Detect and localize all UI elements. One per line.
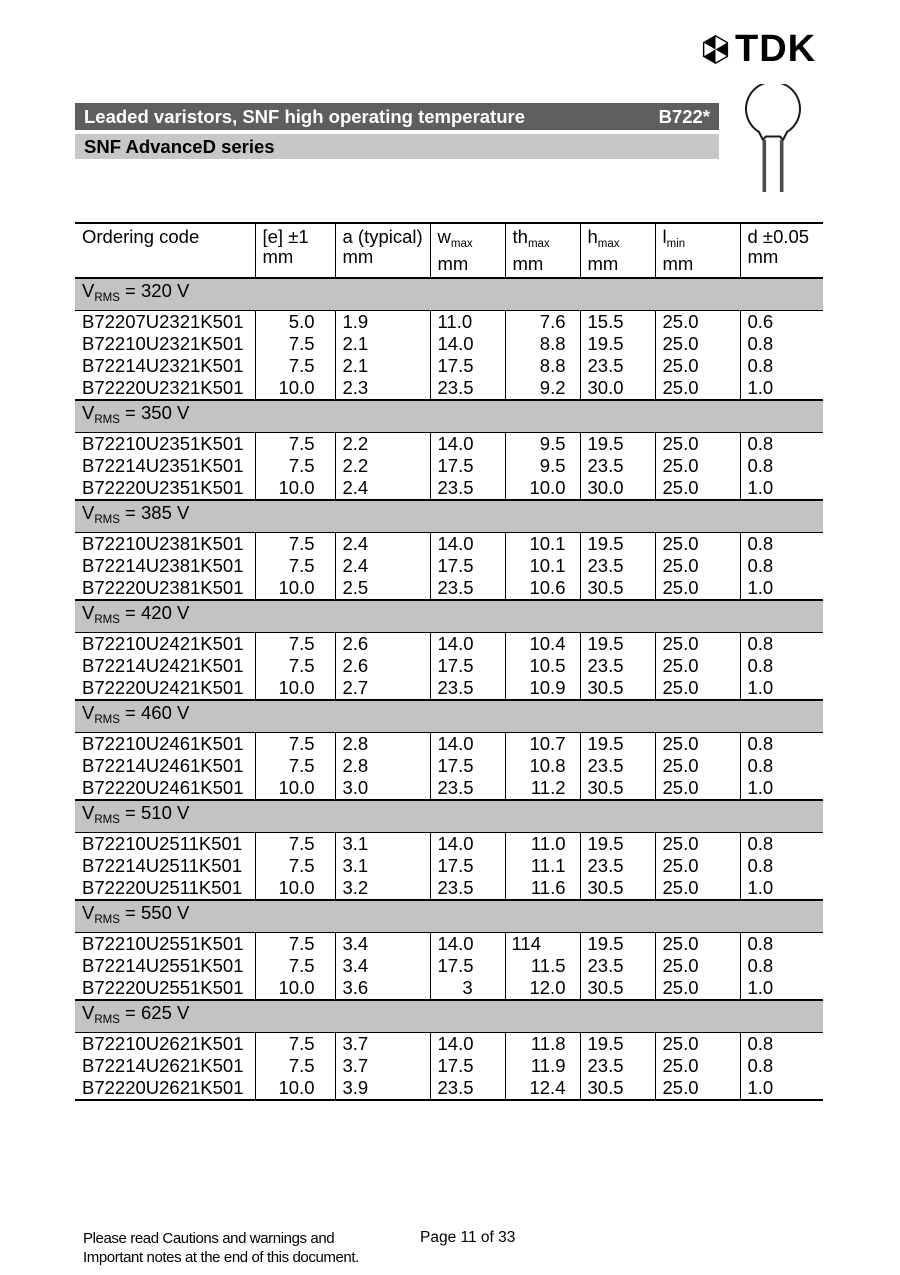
table-row [75, 377, 823, 400]
value-cell: 30.5 [580, 577, 655, 600]
table-row [75, 1055, 823, 1077]
value-cell: 7.5 [255, 333, 335, 355]
value-cell: 12.4 [505, 1077, 580, 1100]
value-cell: 23.5 [580, 355, 655, 377]
table-row [75, 677, 823, 700]
value-cell: 23.5 [430, 877, 505, 900]
ordering-code-cell: B72220U2351K501 [82, 477, 244, 498]
table-head [75, 223, 823, 278]
value-cell: 23.5 [580, 955, 655, 977]
table-row [75, 555, 823, 577]
value-cell: 17.5 [430, 855, 505, 877]
value-cell: 25.0 [655, 555, 740, 577]
table-row [75, 655, 823, 677]
value-cell: 23.5 [580, 1055, 655, 1077]
value-cell: 5.0 [255, 311, 335, 334]
value-cell: 0.8 [740, 633, 823, 656]
cautions-note-line2: Important notes at the end of this document. [83, 1249, 359, 1266]
section-label: $V_{RMS} = 385$ V [75, 500, 823, 533]
value-cell: 10.1 [505, 533, 580, 556]
series-title: SNF AdvanceD series [84, 135, 275, 157]
value-cell: 17.5 [430, 955, 505, 977]
column-header: $h_{max}$ mm [580, 223, 655, 278]
value-cell: 0.8 [740, 433, 823, 456]
value-cell: 7.5 [255, 633, 335, 656]
column-header: d ±0.05 mm [740, 223, 823, 278]
table-row [75, 633, 823, 656]
ordering-code-cell: B72214U2351K501 [82, 455, 244, 476]
value-cell: 1.0 [740, 577, 823, 600]
tdk-crystal-icon [701, 35, 730, 64]
value-cell: 0.8 [740, 333, 823, 355]
value-cell: 11.5 [505, 955, 580, 977]
cautions-note-line1: Please read Cautions and warnings and [83, 1230, 335, 1247]
value-cell: 19.5 [580, 933, 655, 956]
dimensions-table-wrap [75, 222, 823, 1101]
tdk-logo-text: TDK [735, 28, 817, 70]
value-cell: 11.8 [505, 1033, 580, 1056]
value-cell: 17.5 [430, 355, 505, 377]
value-cell: 11.6 [505, 877, 580, 900]
value-cell: 1.0 [740, 677, 823, 700]
section-row [75, 600, 823, 633]
value-cell: 23.5 [430, 1077, 505, 1100]
ordering-code-cell: B72220U2421K501 [82, 677, 244, 698]
value-cell: 0.8 [740, 455, 823, 477]
value-cell: 19.5 [580, 633, 655, 656]
value-cell: 0.8 [740, 1055, 823, 1077]
value-cell: 10.0 [255, 377, 335, 400]
value-cell: 17.5 [430, 655, 505, 677]
value-cell: 2.6 [335, 633, 430, 656]
value-cell: 3.2 [335, 877, 430, 900]
ordering-code-cell: B72214U2551K501 [82, 955, 244, 976]
value-cell: 2.1 [335, 355, 430, 377]
column-header: [e] ±1 mm [255, 223, 335, 278]
table-body [75, 278, 823, 1100]
value-cell: 14.0 [430, 833, 505, 856]
section-label: $V_{RMS} = 550$ V [75, 900, 823, 933]
table-row [75, 433, 823, 456]
value-cell: 0.8 [740, 355, 823, 377]
ordering-code-cell: B72210U2551K501 [82, 933, 244, 954]
ordering-code-cell: B72220U2321K501 [82, 377, 244, 398]
value-cell: 3.4 [335, 933, 430, 956]
value-cell: 2.6 [335, 655, 430, 677]
table-row [75, 533, 823, 556]
value-cell: 10.6 [505, 577, 580, 600]
table-row [75, 311, 823, 334]
value-cell: 8.8 [505, 355, 580, 377]
value-cell: 7.5 [255, 555, 335, 577]
value-cell: 11.0 [430, 311, 505, 334]
section-row [75, 1000, 823, 1033]
value-cell: 25.0 [655, 777, 740, 800]
ordering-code-cell: B72210U2381K501 [82, 533, 244, 554]
ordering-code-cell: B72220U2461K501 [82, 777, 244, 798]
section-label: $V_{RMS} = 350$ V [75, 400, 823, 433]
cautions-note [83, 1229, 359, 1267]
value-cell: 30.5 [580, 677, 655, 700]
value-cell: 25.0 [655, 933, 740, 956]
value-cell: 3.0 [335, 777, 430, 800]
page-title: Leaded varistors, SNF high operating temperature [84, 105, 526, 127]
value-cell: 10.0 [255, 477, 335, 500]
value-cell: 7.5 [255, 755, 335, 777]
section-label: $V_{RMS} = 510$ V [75, 800, 823, 833]
value-cell: 30.5 [580, 877, 655, 900]
value-cell: 7.5 [255, 833, 335, 856]
value-cell: 7.5 [255, 355, 335, 377]
value-cell: 11.1 [505, 855, 580, 877]
value-cell: 17.5 [430, 455, 505, 477]
section-label: $V_{RMS} = 320$ V [75, 278, 823, 311]
value-cell: 0.8 [740, 655, 823, 677]
table-row [75, 855, 823, 877]
value-cell: 7.6 [505, 311, 580, 334]
value-cell: 15.5 [580, 311, 655, 334]
varistor-icon [733, 84, 813, 196]
value-cell: 2.2 [335, 433, 430, 456]
value-cell: 25.0 [655, 877, 740, 900]
ordering-code-cell: B72220U2381K501 [82, 577, 244, 598]
value-cell: 10.9 [505, 677, 580, 700]
ordering-code-cell: B72220U2621K501 [75, 1077, 255, 1100]
ordering-code-cell: B72214U2381K501 [82, 555, 244, 576]
value-cell: 7.5 [255, 855, 335, 877]
value-cell: 23.5 [430, 477, 505, 500]
value-cell: 7.5 [255, 533, 335, 556]
value-cell: 2.4 [335, 477, 430, 500]
tdk-logo [701, 28, 817, 70]
value-cell: 7.5 [255, 1055, 335, 1077]
value-cell: 3.1 [335, 855, 430, 877]
value-cell: 7.5 [255, 933, 335, 956]
value-cell: 7.5 [255, 433, 335, 456]
column-header: Ordering code [75, 223, 255, 278]
value-cell: 23.5 [580, 855, 655, 877]
ordering-code-cell: B72207U2321K501 [82, 311, 244, 332]
value-cell: 2.8 [335, 755, 430, 777]
table-row [75, 477, 823, 500]
table-row [75, 733, 823, 756]
value-cell: 9.2 [505, 377, 580, 400]
value-cell: 25.0 [655, 355, 740, 377]
doc-code: B722* [658, 105, 710, 127]
section-row [75, 278, 823, 311]
ordering-code-cell: B72214U2421K501 [82, 655, 244, 676]
value-cell: 25.0 [655, 955, 740, 977]
ordering-code-cell: B72214U2621K501 [82, 1055, 244, 1076]
value-cell: 25.0 [655, 755, 740, 777]
value-cell: 17.5 [430, 755, 505, 777]
value-cell: 10.0 [505, 477, 580, 500]
value-cell: 23.5 [430, 777, 505, 800]
ordering-code-cell: B72214U2511K501 [82, 855, 243, 876]
value-cell: 25.0 [655, 677, 740, 700]
value-cell: 23.5 [430, 577, 505, 600]
value-cell: 10.0 [255, 677, 335, 700]
table-row [75, 755, 823, 777]
value-cell: 8.8 [505, 333, 580, 355]
section-label: $V_{RMS} = 460$ V [75, 700, 823, 733]
value-cell: 3.4 [335, 955, 430, 977]
value-cell: 10.8 [505, 755, 580, 777]
section-row [75, 800, 823, 833]
ordering-code-cell: B72214U2461K501 [82, 755, 244, 776]
value-cell: 30.5 [580, 777, 655, 800]
column-header: a (typical) mm [335, 223, 430, 278]
value-cell: 7.5 [255, 455, 335, 477]
value-cell: 1.9 [335, 311, 430, 334]
value-cell: 25.0 [655, 1055, 740, 1077]
value-cell: 10.0 [255, 577, 335, 600]
value-cell: 14.0 [430, 333, 505, 355]
value-cell: 0.8 [740, 955, 823, 977]
section-row [75, 500, 823, 533]
table-row [75, 1077, 823, 1100]
value-cell: 3.7 [335, 1055, 430, 1077]
ordering-code-cell: B72210U2621K501 [82, 1033, 244, 1054]
value-cell: 10.0 [255, 777, 335, 800]
value-cell: 30.5 [580, 977, 655, 1000]
section-row [75, 700, 823, 733]
value-cell: 10.0 [255, 877, 335, 900]
value-cell: 0.8 [740, 533, 823, 556]
value-cell: 11.0 [505, 833, 580, 856]
ordering-code-cell: B72210U2461K501 [82, 733, 244, 754]
value-cell: 23.5 [580, 555, 655, 577]
value-cell: 14.0 [430, 733, 505, 756]
value-cell: 0.8 [740, 855, 823, 877]
value-cell: 1.0 [740, 1077, 823, 1100]
value-cell: 2.2 [335, 455, 430, 477]
value-cell: 14.0 [430, 933, 505, 956]
table-row [75, 933, 823, 956]
value-cell: 9.5 [505, 455, 580, 477]
table-row [75, 955, 823, 977]
table-row [75, 577, 823, 600]
value-cell: 1.0 [740, 777, 823, 800]
value-cell: 10.1 [505, 555, 580, 577]
value-cell: 114 [505, 933, 580, 956]
value-cell: 0.8 [740, 555, 823, 577]
ordering-code-cell: B72210U2511K501 [82, 833, 243, 854]
value-cell: 23.5 [430, 677, 505, 700]
value-cell: 17.5 [430, 555, 505, 577]
value-cell: 25.0 [655, 333, 740, 355]
value-cell: 0.6 [740, 311, 823, 334]
value-cell: 2.3 [335, 377, 430, 400]
table-row [75, 1033, 823, 1056]
value-cell: 2.4 [335, 533, 430, 556]
value-cell: 11.9 [505, 1055, 580, 1077]
value-cell: 1.0 [740, 377, 823, 400]
value-cell: 10.4 [505, 633, 580, 656]
value-cell: 30.0 [580, 477, 655, 500]
value-cell: 0.8 [740, 755, 823, 777]
value-cell: 3.1 [335, 833, 430, 856]
value-cell: 2.1 [335, 333, 430, 355]
value-cell: 25.0 [655, 1077, 740, 1100]
column-header: $w_{max}$ mm [430, 223, 505, 278]
value-cell: 10.7 [505, 733, 580, 756]
value-cell: 1.0 [740, 877, 823, 900]
value-cell: 23.5 [580, 755, 655, 777]
ordering-code-cell: B72220U2551K501 [82, 977, 244, 998]
value-cell: 23.5 [580, 655, 655, 677]
value-cell: 10.0 [255, 977, 335, 1000]
value-cell: 30.5 [580, 1077, 655, 1100]
value-cell: 19.5 [580, 1033, 655, 1056]
value-cell: 0.8 [740, 833, 823, 856]
ordering-code-cell: B72210U2321K501 [82, 333, 244, 354]
value-cell: 19.5 [580, 733, 655, 756]
value-cell: 1.0 [740, 477, 823, 500]
value-cell: 25.0 [655, 833, 740, 856]
section-label: $V_{RMS} = 625$ V [75, 1000, 823, 1033]
value-cell: 25.0 [655, 633, 740, 656]
value-cell: 17.5 [430, 1055, 505, 1077]
value-cell: 2.5 [335, 577, 430, 600]
column-header: $th_{max}$ mm [505, 223, 580, 278]
value-cell: 14.0 [430, 433, 505, 456]
value-cell: 2.7 [335, 677, 430, 700]
value-cell: 19.5 [580, 533, 655, 556]
value-cell: 30.0 [580, 377, 655, 400]
section-label: $V_{RMS} = 420$ V [75, 600, 823, 633]
table-row [75, 455, 823, 477]
value-cell: 25.0 [655, 855, 740, 877]
table-row [75, 355, 823, 377]
value-cell: 7.5 [255, 955, 335, 977]
page-number: Page 11 of 33 [420, 1229, 516, 1246]
value-cell: 25.0 [655, 533, 740, 556]
table-row [75, 777, 823, 800]
value-cell: 2.4 [335, 555, 430, 577]
value-cell: 25.0 [655, 455, 740, 477]
value-cell: 10.0 [255, 1077, 335, 1100]
value-cell: 19.5 [580, 433, 655, 456]
table-row [75, 333, 823, 355]
ordering-code-cell: B72210U2421K501 [82, 633, 244, 654]
ordering-code-cell: B72210U2351K501 [82, 433, 244, 454]
dimensions-table [75, 222, 823, 1101]
value-cell: 7.5 [255, 655, 335, 677]
value-cell: 7.5 [255, 733, 335, 756]
value-cell: 9.5 [505, 433, 580, 456]
series-bar [75, 134, 719, 159]
value-cell: 25.0 [655, 577, 740, 600]
value-cell: 25.0 [655, 655, 740, 677]
value-cell: 0.8 [740, 733, 823, 756]
value-cell: 25.0 [655, 377, 740, 400]
value-cell: 25.0 [655, 977, 740, 1000]
value-cell: 3 [430, 977, 505, 1000]
value-cell: 10.5 [505, 655, 580, 677]
value-cell: 19.5 [580, 333, 655, 355]
table-header-row [75, 223, 823, 278]
value-cell: 3.9 [335, 1077, 430, 1100]
value-cell: 25.0 [655, 477, 740, 500]
table-row [75, 833, 823, 856]
value-cell: 3.7 [335, 1033, 430, 1056]
value-cell: 0.8 [740, 1033, 823, 1056]
value-cell: 2.8 [335, 733, 430, 756]
value-cell: 23.5 [430, 377, 505, 400]
value-cell: 25.0 [655, 311, 740, 334]
value-cell: 11.2 [505, 777, 580, 800]
value-cell: 7.5 [255, 1033, 335, 1056]
value-cell: 19.5 [580, 833, 655, 856]
value-cell: 23.5 [580, 455, 655, 477]
value-cell: 25.0 [655, 733, 740, 756]
ordering-code-cell: B72220U2511K501 [82, 877, 243, 898]
section-row [75, 400, 823, 433]
value-cell: 1.0 [740, 977, 823, 1000]
value-cell: 12.0 [505, 977, 580, 1000]
title-bar [75, 103, 719, 130]
column-header: $l_{min}$ mm [655, 223, 740, 278]
value-cell: 14.0 [430, 533, 505, 556]
value-cell: 0.8 [740, 933, 823, 956]
value-cell: 14.0 [430, 633, 505, 656]
ordering-code-cell: B72214U2321K501 [82, 355, 244, 376]
value-cell: 25.0 [655, 433, 740, 456]
section-row [75, 900, 823, 933]
table-row [75, 977, 823, 1000]
table-row [75, 877, 823, 900]
value-cell: 25.0 [655, 1033, 740, 1056]
value-cell: 14.0 [430, 1033, 505, 1056]
value-cell: 3.6 [335, 977, 430, 1000]
